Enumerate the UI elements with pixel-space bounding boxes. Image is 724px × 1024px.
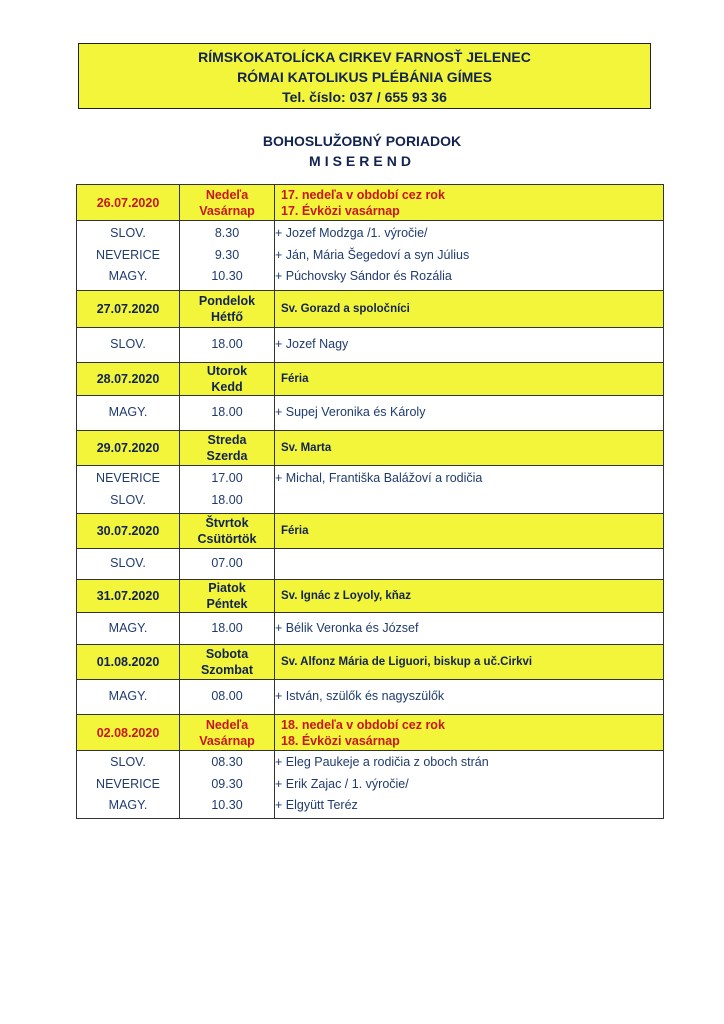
mass-time: 18.00 (211, 337, 243, 352)
mass-time: 09.30 (211, 776, 243, 791)
mass-language: MAGY. (108, 405, 148, 420)
mass-times (180, 680, 275, 715)
mass-language: NEVERICE (96, 776, 160, 791)
mass-time: 18.00 (211, 620, 243, 635)
day-feast (275, 645, 664, 680)
mass-language: MAGY. (108, 269, 148, 284)
mass-row (77, 328, 664, 363)
mass-row (77, 613, 664, 645)
mass-language: SLOV. (110, 556, 146, 571)
day-name-slovak: Utorok (206, 364, 248, 378)
mass-time: 18.00 (211, 492, 243, 507)
mass-language: MAGY. (108, 689, 148, 704)
day-name-slovak: Sobota (205, 647, 249, 661)
feast-slovak: Sv. Marta (281, 442, 332, 454)
day-header-row (77, 645, 664, 680)
parish-header (78, 43, 651, 109)
feast-hungarian: 17. Évközi vasárnap (281, 203, 400, 218)
day-feast (275, 291, 664, 328)
mass-intention: + Púchovsky Sándor és Rozália (275, 269, 452, 284)
mass-intention (275, 553, 663, 575)
mass-time: 8.30 (214, 226, 240, 241)
mass-times (180, 328, 275, 363)
mass-language: MAGY. (108, 798, 148, 813)
mass-times (180, 466, 275, 514)
day-feast (275, 580, 664, 613)
mass-language: SLOV. (110, 226, 146, 241)
mass-intention: + Erik Zajac / 1. výročie/ (275, 776, 409, 791)
day-name-hungarian: Szombat (200, 663, 254, 677)
mass-times (180, 549, 275, 580)
mass-intention: + Jozef Nagy (275, 337, 349, 352)
parish-phone: Tel. číslo: 037 / 655 93 36 (282, 89, 447, 105)
feast-slovak: Sv. Gorazd a spoločníci (281, 303, 410, 315)
schedule-title: BOHOSLUŽOBNÝ PORIADOK (262, 133, 462, 149)
day-name-slovak: Štvrtok (205, 516, 249, 530)
day-name (180, 514, 275, 549)
mass-row (77, 549, 664, 580)
day-name-slovak: Nedeľa (205, 717, 249, 732)
mass-time: 17.00 (211, 471, 243, 485)
mass-row (77, 466, 664, 514)
day-name-slovak: Streda (207, 433, 247, 447)
mass-language: NEVERICE (96, 471, 160, 485)
mass-time: 18.00 (211, 405, 243, 420)
mass-intention: + Supej Veronika és Károly (275, 405, 426, 420)
feast-slovak: Sv. Alfonz Mária de Liguori, biskup a uč.Cirkvi (281, 656, 533, 668)
mass-languages (77, 613, 180, 645)
day-date: 31.07.2020 (77, 580, 180, 613)
day-header-row (77, 363, 664, 396)
feast-slovak: Féria (281, 373, 309, 385)
mass-intentions (275, 396, 664, 431)
mass-intentions (275, 549, 664, 580)
feast-slovak: 17. nedeľa v období cez rok (281, 187, 445, 202)
day-feast (275, 185, 664, 221)
feast-slovak: 18. nedeľa v období cez rok (281, 717, 445, 732)
mass-intention: + Bélik Veronka és József (275, 620, 419, 635)
mass-row (77, 396, 664, 431)
day-feast (275, 363, 664, 396)
day-name (180, 291, 275, 328)
day-header-row (77, 514, 664, 549)
mass-language: SLOV. (110, 755, 146, 770)
mass-times (180, 396, 275, 431)
day-name-hungarian: Kedd (211, 380, 243, 394)
mass-times (180, 613, 275, 645)
day-name (180, 363, 275, 396)
mass-languages (77, 751, 180, 819)
mass-languages (77, 466, 180, 514)
day-header-row (77, 715, 664, 751)
day-name-hungarian: Vasárnap (199, 733, 255, 748)
mass-intention: + István, szülők és nagyszülők (275, 689, 445, 704)
day-name-hungarian: Csütörtök (197, 532, 257, 546)
mass-intentions (275, 221, 664, 291)
mass-row (77, 751, 664, 819)
mass-intention: + Elgyütt Teréz (275, 798, 358, 813)
mass-language: MAGY. (108, 620, 148, 635)
mass-time: 07.00 (211, 556, 243, 571)
day-header-row (77, 291, 664, 328)
feast-slovak: Sv. Ignác z Loyoly, kňaz (281, 590, 411, 602)
mass-row (77, 221, 664, 291)
mass-intentions (275, 613, 664, 645)
feast-slovak: Féria (281, 525, 309, 537)
mass-times (180, 751, 275, 819)
day-name-hungarian: Hétfő (211, 310, 243, 324)
mass-intentions (275, 680, 664, 715)
mass-languages (77, 396, 180, 431)
day-feast (275, 514, 664, 549)
day-name (180, 185, 275, 221)
parish-name-hungarian: RÓMAI KATOLIKUS PLÉBÁNIA GÍMES (237, 69, 492, 85)
mass-intention: + Michal, Františka Balážoví a rodičia (275, 471, 483, 485)
schedule-subtitle: MISEREND (309, 153, 415, 169)
mass-languages (77, 328, 180, 363)
day-date: 01.08.2020 (77, 645, 180, 680)
day-name (180, 645, 275, 680)
day-header-row (77, 431, 664, 466)
day-date: 27.07.2020 (77, 291, 180, 328)
mass-intention: + Ján, Mária Šegedoví a syn Július (275, 247, 470, 262)
mass-intention (275, 490, 663, 512)
mass-language: SLOV. (110, 492, 146, 507)
day-date: 30.07.2020 (77, 514, 180, 549)
day-header-row (77, 185, 664, 221)
day-name-hungarian: Szerda (206, 449, 248, 463)
mass-time: 08.00 (211, 689, 243, 704)
mass-time: 10.30 (211, 269, 243, 284)
mass-intention: + Jozef Modzga /1. výročie/ (275, 226, 428, 241)
day-date: 28.07.2020 (77, 363, 180, 396)
day-name-slovak: Nedeľa (205, 187, 249, 202)
feast-hungarian: 18. Évközi vasárnap (281, 733, 400, 748)
mass-intentions (275, 328, 664, 363)
day-header-row (77, 580, 664, 613)
mass-language: SLOV. (110, 337, 146, 352)
day-name-slovak: Pondelok (198, 294, 256, 308)
day-name-hungarian: Vasárnap (199, 203, 255, 218)
day-feast (275, 715, 664, 751)
day-date: 29.07.2020 (77, 431, 180, 466)
mass-time: 08.30 (211, 755, 243, 770)
mass-schedule-table (76, 184, 664, 819)
mass-language: NEVERICE (96, 247, 160, 262)
mass-time: 9.30 (214, 247, 240, 262)
day-name (180, 715, 275, 751)
parish-name-slovak: RÍMSKOKATOLÍCKA CIRKEV FARNOSŤ JELENEC (198, 49, 531, 65)
mass-languages (77, 549, 180, 580)
mass-times (180, 221, 275, 291)
mass-row (77, 680, 664, 715)
day-feast (275, 431, 664, 466)
day-date: 26.07.2020 (77, 185, 180, 221)
mass-time: 10.30 (211, 798, 243, 813)
mass-intentions (275, 751, 664, 819)
mass-languages (77, 221, 180, 291)
day-name-hungarian: Péntek (206, 597, 248, 611)
day-name (180, 580, 275, 613)
day-name (180, 431, 275, 466)
day-name-slovak: Piatok (208, 581, 246, 595)
mass-intentions (275, 466, 664, 514)
mass-intention: + Eleg Paukeje a rodičia z oboch strán (275, 755, 489, 770)
day-date: 02.08.2020 (77, 715, 180, 751)
mass-languages (77, 680, 180, 715)
